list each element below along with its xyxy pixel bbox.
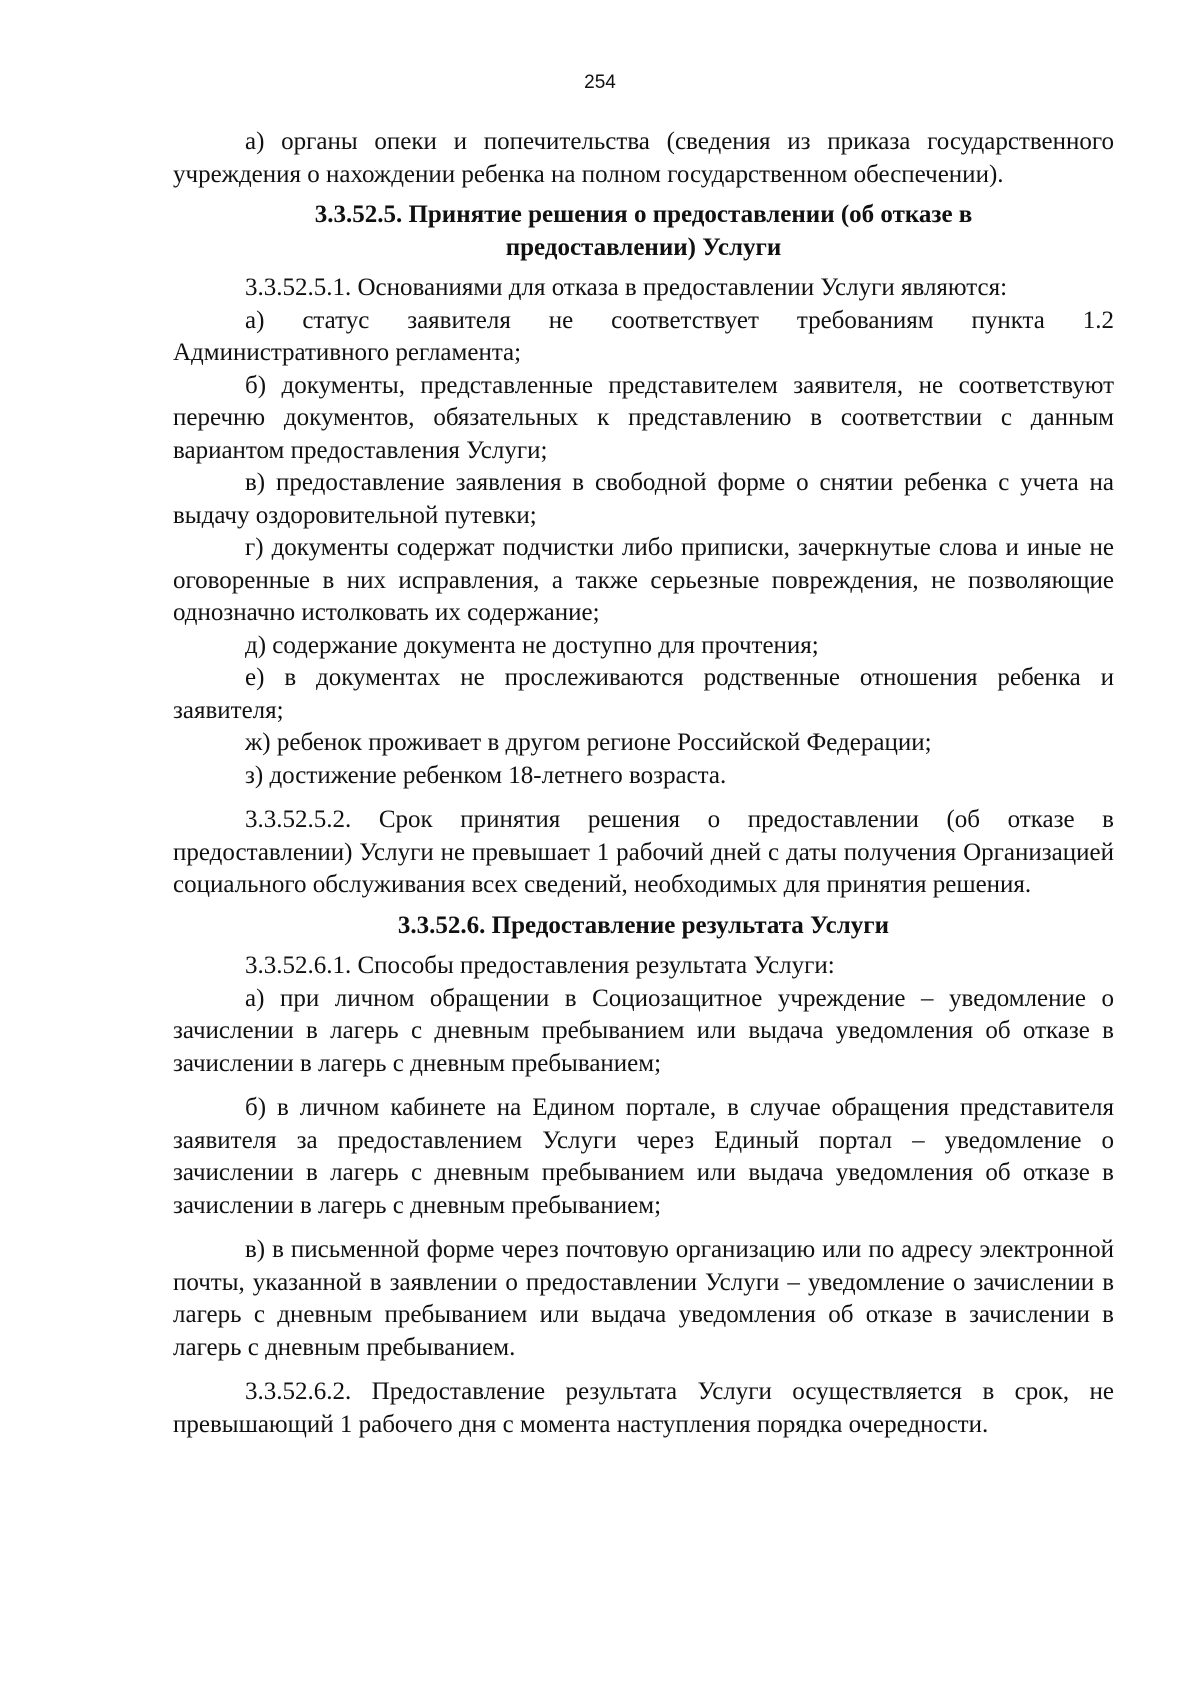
paragraph: а) органы опеки и попечительства (сведения из приказа государственного учреждения о нахождении ребенка на полном государственном обеспечении).: [173, 128, 1114, 188]
list-item: а) при личном обращении в Социозащитное учреждение – уведомление о зачислении в лагерь с дневным пребыванием или выдача уведомления об отказе в зачислении в лагерь с дневным пребыванием;: [173, 984, 1114, 1077]
page-number: 254: [584, 72, 616, 93]
list-item: ж) ребенок проживает в другом регионе Российской Федерации;: [245, 729, 932, 756]
section-heading: 3.3.52.6. Предоставление результата Услуги: [397, 911, 890, 939]
paragraph: 3.3.52.5.1. Основаниями для отказа в предоставлении Услуги являются:: [245, 274, 1008, 301]
list-item: д) содержание документа не доступно для прочтения;: [245, 631, 819, 659]
section-heading: 3.3.52.5. Принятие решения о предоставлении (об отказе в предоставлении) Услуги: [314, 201, 973, 261]
list-item: б) документы, представленные представителем заявителя, не соответствуют перечню документов, обязательных к представлению в соответствии с данным вариантом предоставления Услуги;: [173, 371, 1114, 464]
list-item: б) в личном кабинете на Едином портале, в случае обращения представителя заявителя за предоставлением Услуги через Единый портал – уведомление о зачислении в лагерь с дневным пребыванием или выдача уведомления об отказе в зачислении в лагерь с дневным пребыванием;: [173, 1094, 1114, 1219]
list-item: е) в документах не прослеживаются родственные отношения ребенка и заявителя;: [173, 664, 1114, 724]
list-item: в) предоставление заявления в свободной форме о снятии ребенка с учета на выдачу оздоровительной путевки;: [173, 469, 1114, 529]
list-item: г) документы содержат подчистки либо приписки, зачеркнутые слова и иные не оговоренные в них исправления, а также серьезные повреждения, не позволяющие однозначно истолковать их содержание;: [173, 534, 1114, 626]
paragraph: 3.3.52.6.1. Способы предоставления результата Услуги:: [245, 952, 835, 979]
document-body: [173, 126, 1114, 1441]
paragraph: 3.3.52.6.2. Предоставление результата Услуги осуществляется в срок, не превышающий 1 рабочего дня с момента наступления порядка очередности.: [173, 1378, 1114, 1438]
paragraph: 3.3.52.5.2. Срок принятия решения о предоставлении (об отказе в предоставлении) Услуги не превышает 1 рабочий дней с даты получения Организацией социального обслуживания всех сведений, необходимых для принятия решения.: [173, 806, 1114, 898]
list-item: а) статус заявителя не соответствует требованиям пункта 1.2 Административного регламента;: [173, 306, 1114, 366]
list-item: в) в письменной форме через почтовую организацию или по адресу электронной почты, указанной в заявлении о предоставлении Услуги – уведомление о зачислении в лагерь с дневным пребыванием или выдача уведомления об отказе в зачислении в лагерь с дневным пребыванием.: [173, 1236, 1114, 1361]
list-item: з) достижение ребенком 18-летнего возраста.: [245, 761, 727, 789]
